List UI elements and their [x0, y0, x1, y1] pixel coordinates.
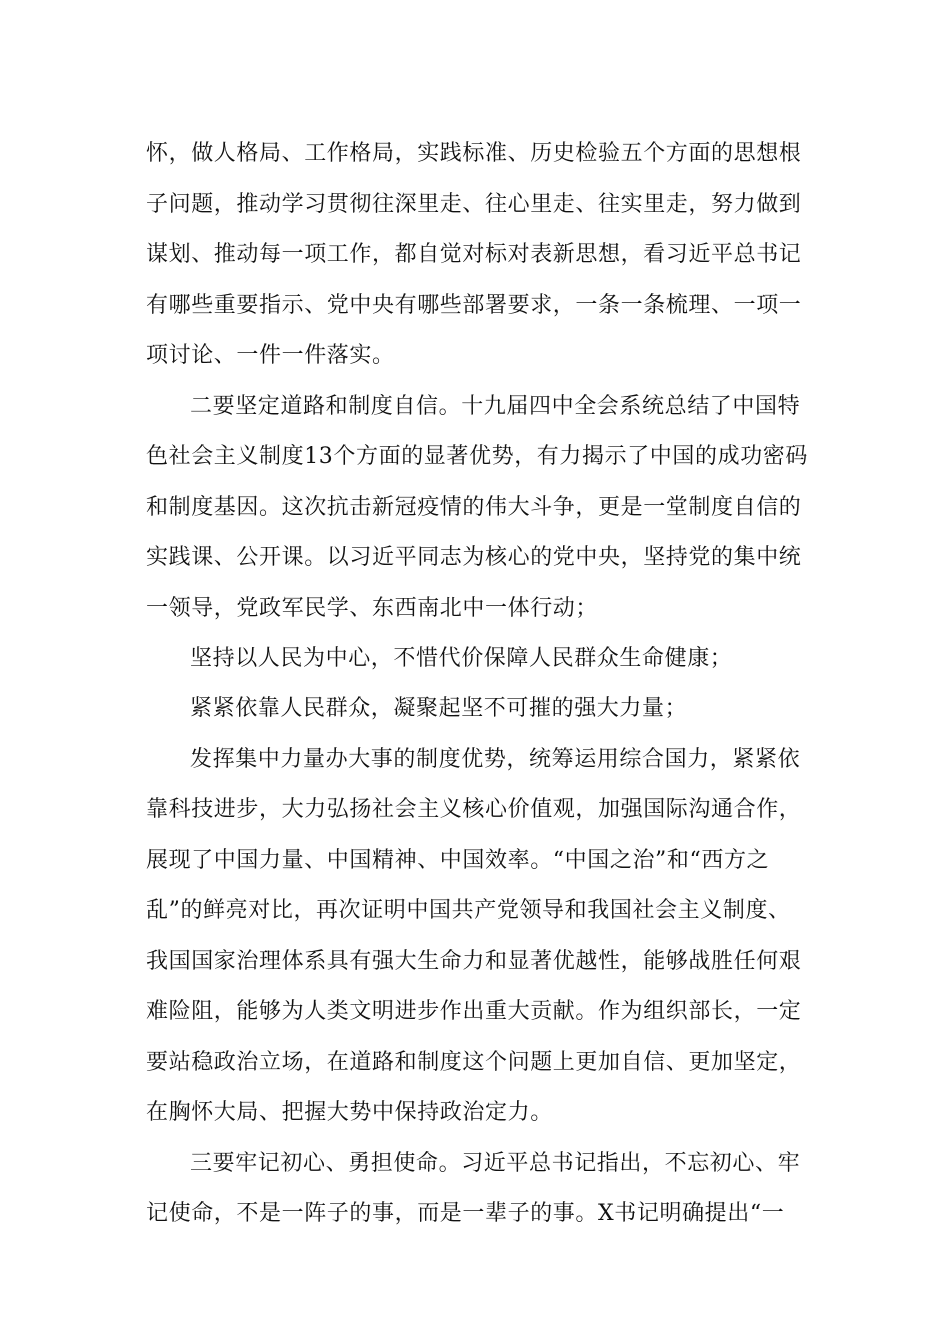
text-line: 记使命，不是一阵子的事，而是一辈子的事。X书记明确提出“一: [146, 1201, 785, 1226]
text-line: 和制度基因。这次抗击新冠疫情的伟大斗争，更是一堂制度自信的: [146, 495, 802, 520]
text-line: 谋划、推动每一项工作，都自觉对标对表新思想，看习近平总书记: [146, 242, 802, 267]
paragraph-first-line: 紧紧依靠人民群众，凝聚起坚不可摧的强大力量；: [190, 696, 688, 721]
paragraph-first-line: 坚持以人民为中心，不惜代价保障人民群众生命健康；: [190, 646, 733, 671]
paragraph-first-line: 三要牢记初心、勇担使命。习近平总书记指出，不忘初心、牢: [190, 1151, 801, 1176]
text-line: 乱”的鲜亮对比，再次证明中国共产党领导和我国社会主义制度、: [146, 898, 791, 923]
text-line: 靠科技进步，大力弘扬社会主义核心价值观，加强国际沟通合作，: [146, 797, 802, 822]
text-line: 子问题，推动学习贯彻往深里走、往心里走、往实里走，努力做到: [146, 192, 802, 217]
text-line: 有哪些重要指示、党中央有哪些部署要求，一条一条梳理、一项一: [146, 293, 802, 318]
text-line: 展现了中国力量、中国精神、中国效率。“中国之治”和“西方之: [146, 848, 770, 873]
text-line: 实践课、公开课。以习近平同志为核心的党中央，坚持党的集中统: [146, 545, 802, 570]
text-line: 在胸怀大局、把握大势中保持政治定力。: [146, 1100, 553, 1125]
text-line: 一领导，党政军民学、东西南北中一体行动；: [146, 596, 599, 621]
text-line: 我国国家治理体系具有强大生命力和显著优越性，能够战胜任何艰: [146, 949, 802, 974]
paragraph-first-line: 二要坚定道路和制度自信。十九届四中全会系统总结了中国特: [190, 394, 801, 419]
paragraph-first-line: 发挥集中力量办大事的制度优势，统筹运用综合国力，紧紧依: [190, 747, 801, 772]
text-line: 怀，做人格局、工作格局，实践标准、历史检验五个方面的思想根: [146, 141, 802, 166]
text-line: 色社会主义制度13个方面的显著优势，有力揭示了中国的成功密码: [146, 444, 808, 469]
text-line: 项讨论、一件一件落实。: [146, 343, 395, 368]
text-line: 要站稳政治立场，在道路和制度这个问题上更加自信、更加坚定，: [146, 1050, 802, 1075]
text-line: 难险阻，能够为人类文明进步作出重大贡献。作为组织部长，一定: [146, 999, 802, 1024]
